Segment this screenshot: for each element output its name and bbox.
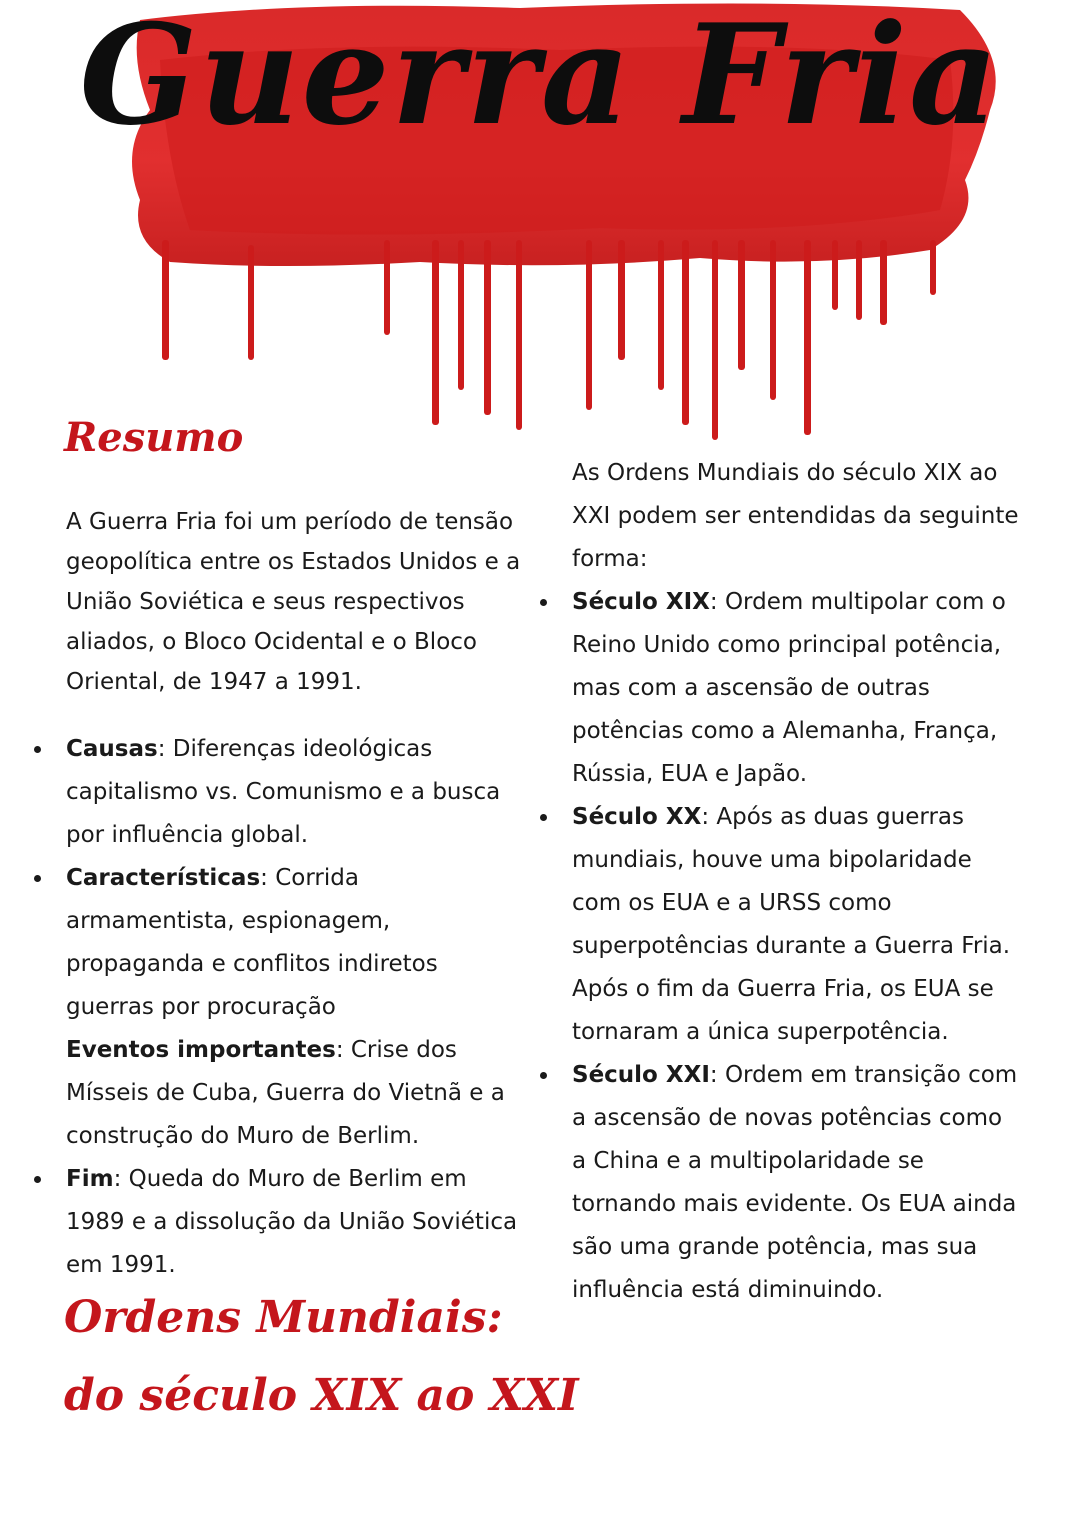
item-text: Corrida armamentista, espionagem, propaganda e conflitos indiretos guerras por procuração [66,865,438,1020]
item-label: Fim [66,1166,114,1192]
ordens-column [572,452,1022,1312]
item-separator: : [709,1062,725,1088]
ordens-heading: Ordens Mundiais: [64,1292,503,1343]
list-item [572,1054,1022,1312]
item-label: Século XIX [572,589,710,615]
list-item [572,581,1022,796]
item-separator: : [709,589,725,615]
list-item [572,796,1022,1054]
list-item [66,857,526,1029]
item-label: Século XXI [572,1062,710,1088]
ordens-subheading: do século XIX ao XXI [64,1370,579,1421]
item-label: Causas [66,736,158,762]
list-item [66,728,526,857]
item-label: Século XX [572,804,702,830]
resumo-list [66,728,526,1287]
item-text: Ordem em transição com a ascensão de novas potências como a China e a multipolaridade se tornando mais evidente. Os EUA ainda são uma grande potência, mas sua influência está diminuindo. [572,1062,1018,1303]
resumo-heading: Resumo [64,414,244,461]
resumo-intro: A Guerra Fria foi um período de tensão geopolítica entre os Estados Unidos e a União Soviética e seus respectivos aliados, o Bloco Ocidental e o Bloco Oriental, de 1947 a 1991. [66,509,521,695]
item-text: Queda do Muro de Berlim em 1989 e a dissolução da União Soviética em 1991. [66,1166,518,1278]
resumo-intro-block [66,502,526,702]
item-separator: : [335,1037,351,1063]
item-separator: : [260,865,276,891]
list-item [66,1029,526,1158]
list-item [66,1158,526,1287]
ordens-list [572,581,1022,1312]
item-separator: : [157,736,173,762]
item-text: Ordem multipolar com o Reino Unido como principal potência, mas com a ascensão de outras potências como a Alemanha, França, Rússia, EUA e Japão. [572,589,1006,787]
item-separator: : [113,1166,129,1192]
item-text: Crise dos Mísseis de Cuba, Guerra do Vietnã e a construção do Muro de Berlim. [66,1037,505,1149]
item-text: Após as duas guerras mundiais, houve uma bipolaridade com os EUA e a URSS como superpotências durante a Guerra Fria. Após o fim da Guerra Fria, os EUA se tornaram a única superpotência. [572,804,1011,1045]
page-title: Guerra Fria [79,0,1001,156]
item-label: Eventos importantes [66,1037,336,1063]
item-text: Diferenças ideológicas capitalismo vs. Comunismo e a busca por influência global. [66,736,501,848]
ordens-intro: As Ordens Mundiais do século XIX ao XXI podem ser entendidas da seguinte forma: [572,460,1019,572]
resumo-list-block [66,728,526,1287]
item-separator: : [701,804,717,830]
item-label: Características [66,865,261,891]
